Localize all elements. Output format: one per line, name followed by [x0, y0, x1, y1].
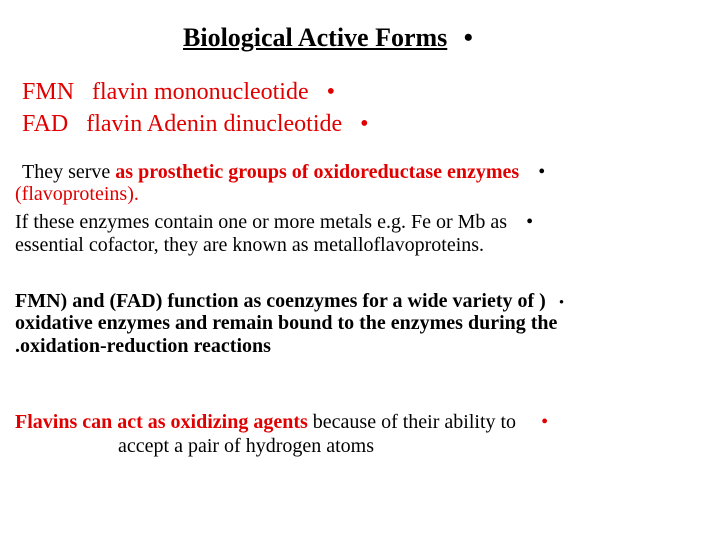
- bullet-icon: •: [541, 411, 549, 433]
- bullet-icon: •: [558, 295, 565, 311]
- fad-line: [22, 111, 369, 138]
- bullet-icon: •: [538, 161, 546, 183]
- p3-text: FMN) and (FAD) function as coenzymes for a wide variety of ): [15, 290, 546, 312]
- fad-text: FAD flavin Adenin dinucleotide: [22, 111, 343, 137]
- p4-rest: because of their ability to: [307, 411, 517, 433]
- paragraph-coenzymes-line2: oxidative enzymes and remain bound to the enzymes during the: [15, 312, 558, 334]
- paragraph-prosthetic-line1: [22, 161, 545, 184]
- bullet-icon: •: [526, 211, 534, 233]
- title-text: Biological Active Forms: [183, 23, 448, 52]
- fmn-text: FMN flavin mononucleotide: [22, 79, 309, 105]
- paragraph-oxidizing-line2: accept a pair of hydrogen atoms: [118, 435, 375, 457]
- bullet-icon: •: [360, 111, 369, 137]
- p4-highlight: Flavins can act as oxidizing agents: [15, 411, 308, 433]
- paragraph-prosthetic-line2: (flavoproteins).: [15, 183, 139, 205]
- paragraph-oxidizing-line1: [15, 411, 548, 434]
- bullet-icon: •: [463, 23, 473, 52]
- p1-highlight: as prosthetic groups of oxidoreductase enzymes: [115, 161, 520, 183]
- p2-text: If these enzymes contain one or more metals e.g. Fe or Mb as: [15, 211, 508, 233]
- paragraph-coenzymes-line3: .oxidation-reduction reactions: [15, 335, 271, 357]
- bullet-icon: •: [326, 79, 336, 105]
- p1-prefix: They serve: [22, 161, 116, 183]
- slide-title: [183, 23, 473, 53]
- fmn-line: [22, 79, 335, 106]
- paragraph-metals-line1: [15, 211, 533, 234]
- paragraph-metals-line2: essential cofactor, they are known as metalloflavoproteins.: [15, 234, 485, 256]
